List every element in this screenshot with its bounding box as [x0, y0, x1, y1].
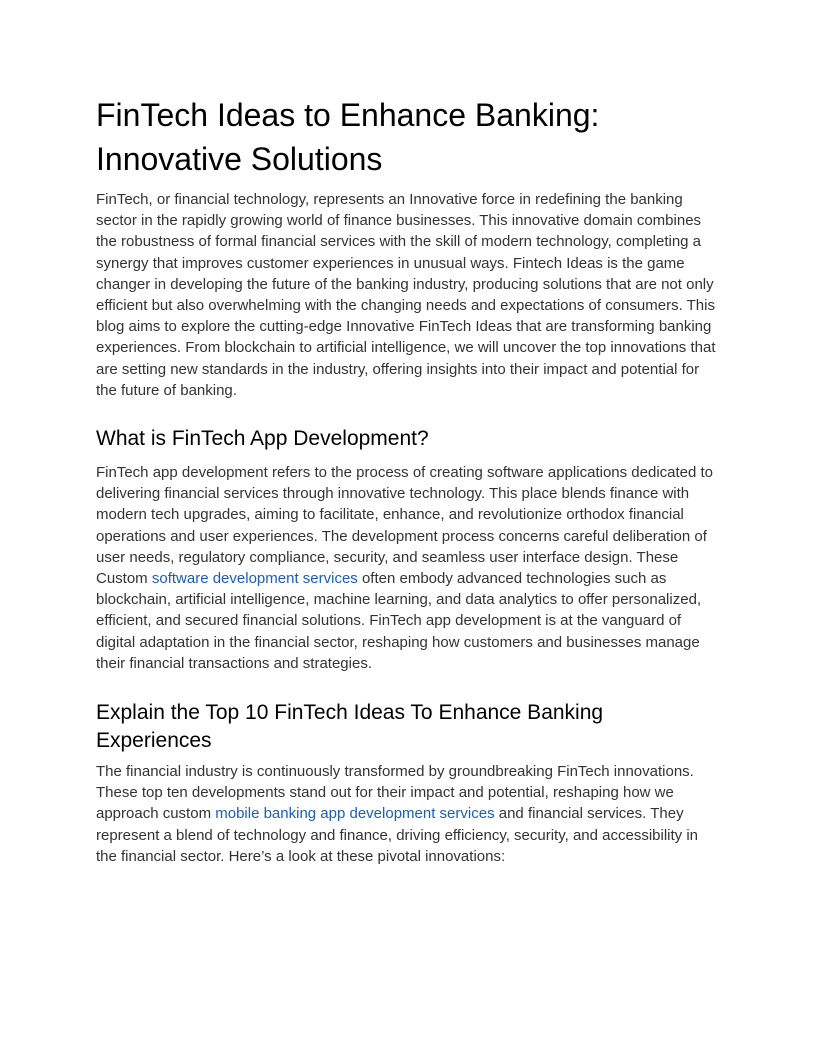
intro-paragraph: FinTech, or financial technology, represents an Innovative force in redefining the banking sector in the rapidly growing world of finance businesses. This innovative domain combines the robustness of formal financial services with the skill of modern technology, completing a synergy that improves customer experiences in unusual ways. Fintech Ideas is the game changer in developing the future of the banking industry, producing solutions that are not only efficient but also overwhelming with the changing needs and expectations of consumers. This blog aims to explore the cutting-edge Innovative FinTech Ideas that are transforming banking experiences. From blockchain to artificial intelligence, we will uncover the top innovations that are setting new standards in the industry, offering insights into their impact and potential for the future of banking.: [96, 191, 716, 399]
mobile-banking-app-development-services-link[interactable]: mobile banking app development services: [215, 805, 495, 823]
page-title: FinTech Ideas to Enhance Banking: Innovative Solutions: [96, 97, 600, 177]
section-paragraph-top-10-fintech-ideas: [96, 761, 722, 867]
paragraph-text: The financial industry is continuously transformed by groundbreaking FinTech innovations. These top ten developments stand out for their impact and potential, reshaping how we approach custom: [96, 763, 694, 823]
section-heading-fintech-app-development: What is FinTech App Development?: [96, 427, 429, 451]
software-development-services-link[interactable]: software development services: [151, 570, 358, 588]
section-heading-top-10-fintech-ideas: Explain the Top 10 FinTech Ideas To Enhance Banking Experiences: [96, 701, 604, 753]
paragraph-text: FinTech app development refers to the process of creating software applications dedicated to delivering financial services through innovative technology. This place blends finance with modern tech upgrades, aiming to facilitate, enhance, and revolutionize orthodox financial operations and user experiences. The development process concerns careful deliberation of user needs, regulatory compliance, security, and seamless user interface design. These Custom: [96, 464, 714, 588]
document-page: [96, 93, 722, 867]
paragraph-text: and financial services. They represent a blend of technology and finance, driving efficiency, security, and accessibility in the financial sector. Here’s a look at these pivotal innovations:: [96, 805, 699, 865]
section-paragraph-fintech-app-development: [96, 462, 722, 674]
paragraph-text: often embody advanced technologies such as blockchain, artificial intelligence, machine learning, and data analytics to offer personalized, efficient, and secured financial solutions. FinTech app development is at the vanguard of digital adaptation in the financial sector, reshaping how customers and businesses manage their financial transactions and strategies.: [96, 570, 702, 672]
